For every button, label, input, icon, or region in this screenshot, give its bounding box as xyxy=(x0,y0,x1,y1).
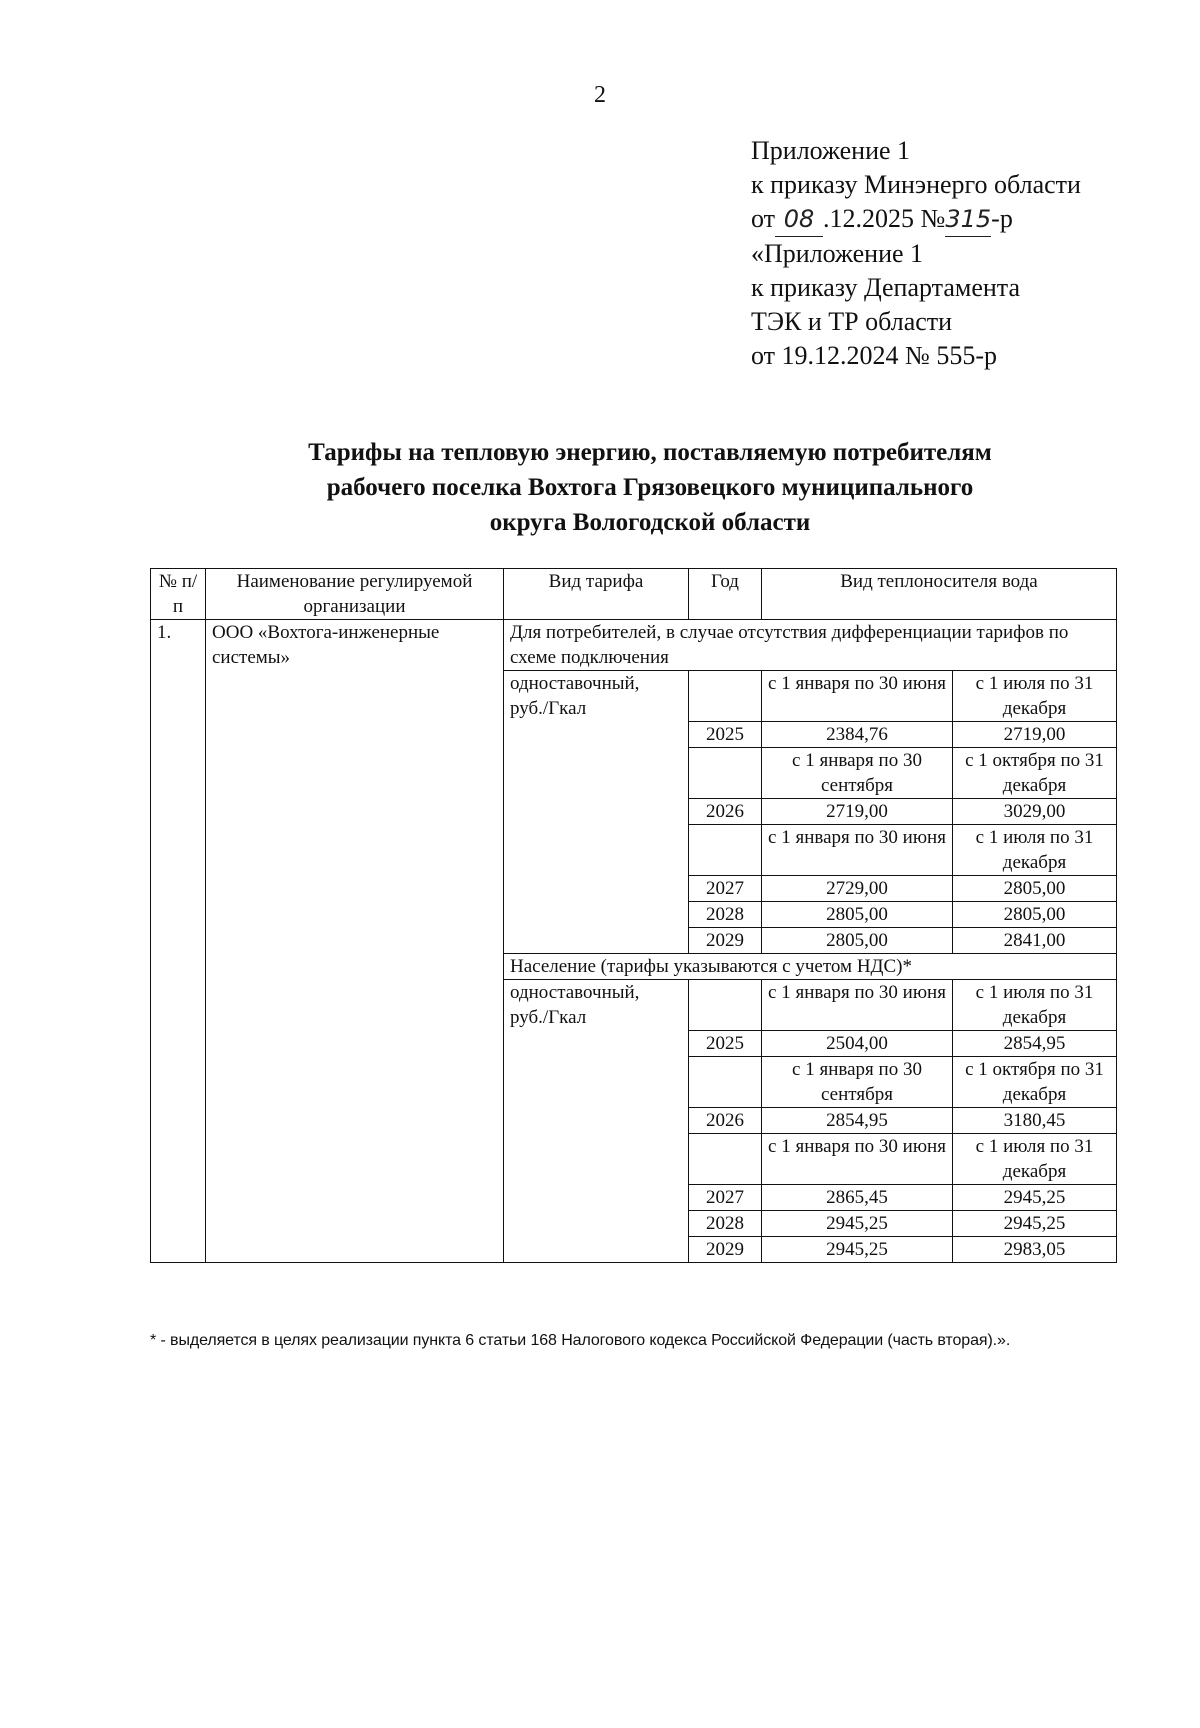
approval-line-7: от 19.12.2024 № 555-р xyxy=(751,341,997,370)
year-cell xyxy=(689,671,762,722)
period-cell: с 1 июля по 31 декабря xyxy=(953,671,1117,722)
value-cell: 2719,00 xyxy=(762,799,953,825)
value-cell: 2945,25 xyxy=(762,1237,953,1263)
period-cell: с 1 июля по 31 декабря xyxy=(953,1134,1117,1185)
year-cell: 2028 xyxy=(689,902,762,928)
period-cell: с 1 января по 30 июня xyxy=(762,1134,953,1185)
year-cell: 2029 xyxy=(689,1237,762,1263)
year-cell: 2025 xyxy=(689,722,762,748)
period-cell: с 1 января по 30 июня xyxy=(762,825,953,876)
period-cell: с 1 июля по 31 декабря xyxy=(953,825,1117,876)
page-number: 2 xyxy=(594,82,606,108)
year-cell xyxy=(689,980,762,1031)
year-cell xyxy=(689,1134,762,1185)
approval-line-3 xyxy=(751,202,1081,237)
title-line-2: рабочего поселка Вохтога Грязовецкого муниципального xyxy=(326,474,974,501)
year-cell: 2025 xyxy=(689,1031,762,1057)
value-cell: 2854,95 xyxy=(953,1031,1117,1057)
approval-line-1: Приложение 1 xyxy=(751,136,911,165)
title-line-1: Тарифы на тепловую энергию, поставляемую потребителям xyxy=(308,439,992,466)
period-cell: с 1 октября по 31 декабря xyxy=(953,1057,1117,1108)
value-cell: 2841,00 xyxy=(953,928,1117,954)
section-heading: Для потребителей, в случае отсутствия дифференциации тарифов по схеме подключения xyxy=(504,620,1117,671)
value-cell: 2983,05 xyxy=(953,1237,1117,1263)
approval-line-5: к приказу Департамента xyxy=(751,273,1021,302)
period-cell: с 1 января по 30 сентября xyxy=(762,748,953,799)
year-cell xyxy=(689,1057,762,1108)
organization-name: ООО «Вохтога-инженерные системы» xyxy=(206,620,504,1263)
header-num: № п/п xyxy=(151,569,206,620)
footnote: * - выделяется в целях реализации пункта 6 статьи 168 Налогового кодекса Российской Федерации (часть вторая).». xyxy=(150,1332,1011,1349)
value-cell: 2729,00 xyxy=(762,876,953,902)
approval-date-rest: .12.2025 № xyxy=(823,204,946,233)
header-organization: Наименование регулируемой организации xyxy=(206,569,504,620)
value-cell: 2945,25 xyxy=(762,1211,953,1237)
document-title xyxy=(150,435,1150,540)
value-cell: 2805,00 xyxy=(953,902,1117,928)
value-cell: 2805,00 xyxy=(762,902,953,928)
period-cell: с 1 июля по 31 декабря xyxy=(953,980,1117,1031)
value-cell: 2865,45 xyxy=(762,1185,953,1211)
handwritten-order-number: 315 xyxy=(945,202,991,237)
section-heading: Население (тарифы указываются с учетом НДС)* xyxy=(504,954,1117,980)
period-cell: с 1 октября по 31 декабря xyxy=(953,748,1117,799)
year-cell: 2029 xyxy=(689,928,762,954)
header-tariff-type: Вид тарифа xyxy=(504,569,689,620)
period-cell: с 1 января по 30 июня xyxy=(762,671,953,722)
value-cell: 3029,00 xyxy=(953,799,1117,825)
year-cell: 2027 xyxy=(689,876,762,902)
year-cell xyxy=(689,748,762,799)
table-row xyxy=(151,620,1117,671)
value-cell: 2805,00 xyxy=(762,928,953,954)
header-year: Год xyxy=(689,569,762,620)
value-cell: 3180,45 xyxy=(953,1108,1117,1134)
approval-line-6: ТЭК и ТР области xyxy=(751,307,953,336)
year-cell: 2028 xyxy=(689,1211,762,1237)
approval-date-prefix: от xyxy=(751,204,776,233)
value-cell: 2945,25 xyxy=(953,1211,1117,1237)
value-cell: 2945,25 xyxy=(953,1185,1117,1211)
tariff-type: одноставочный, руб./Гкал xyxy=(504,671,689,954)
approval-line-4: «Приложение 1 xyxy=(751,239,924,268)
year-cell: 2026 xyxy=(689,1108,762,1134)
approval-line-2: к приказу Минэнерго области xyxy=(751,170,1081,199)
tariff-table xyxy=(150,568,1117,1263)
year-cell: 2026 xyxy=(689,799,762,825)
value-cell: 2854,95 xyxy=(762,1108,953,1134)
period-cell: с 1 января по 30 сентября xyxy=(762,1057,953,1108)
year-cell: 2027 xyxy=(689,1185,762,1211)
title-line-3: округа Вологодской области xyxy=(489,509,811,536)
table-header-row xyxy=(151,569,1117,620)
year-cell xyxy=(689,825,762,876)
tariff-type: одноставочный, руб./Гкал xyxy=(504,980,689,1263)
value-cell: 2384,76 xyxy=(762,722,953,748)
handwritten-day: 08 xyxy=(775,202,823,237)
value-cell: 2504,00 xyxy=(762,1031,953,1057)
approval-order-suffix: -р xyxy=(991,204,1013,233)
row-number: 1. xyxy=(151,620,206,1263)
value-cell: 2805,00 xyxy=(953,876,1117,902)
value-cell: 2719,00 xyxy=(953,722,1117,748)
approval-block xyxy=(751,134,1081,373)
header-carrier: Вид теплоносителя вода xyxy=(762,569,1117,620)
period-cell: с 1 января по 30 июня xyxy=(762,980,953,1031)
